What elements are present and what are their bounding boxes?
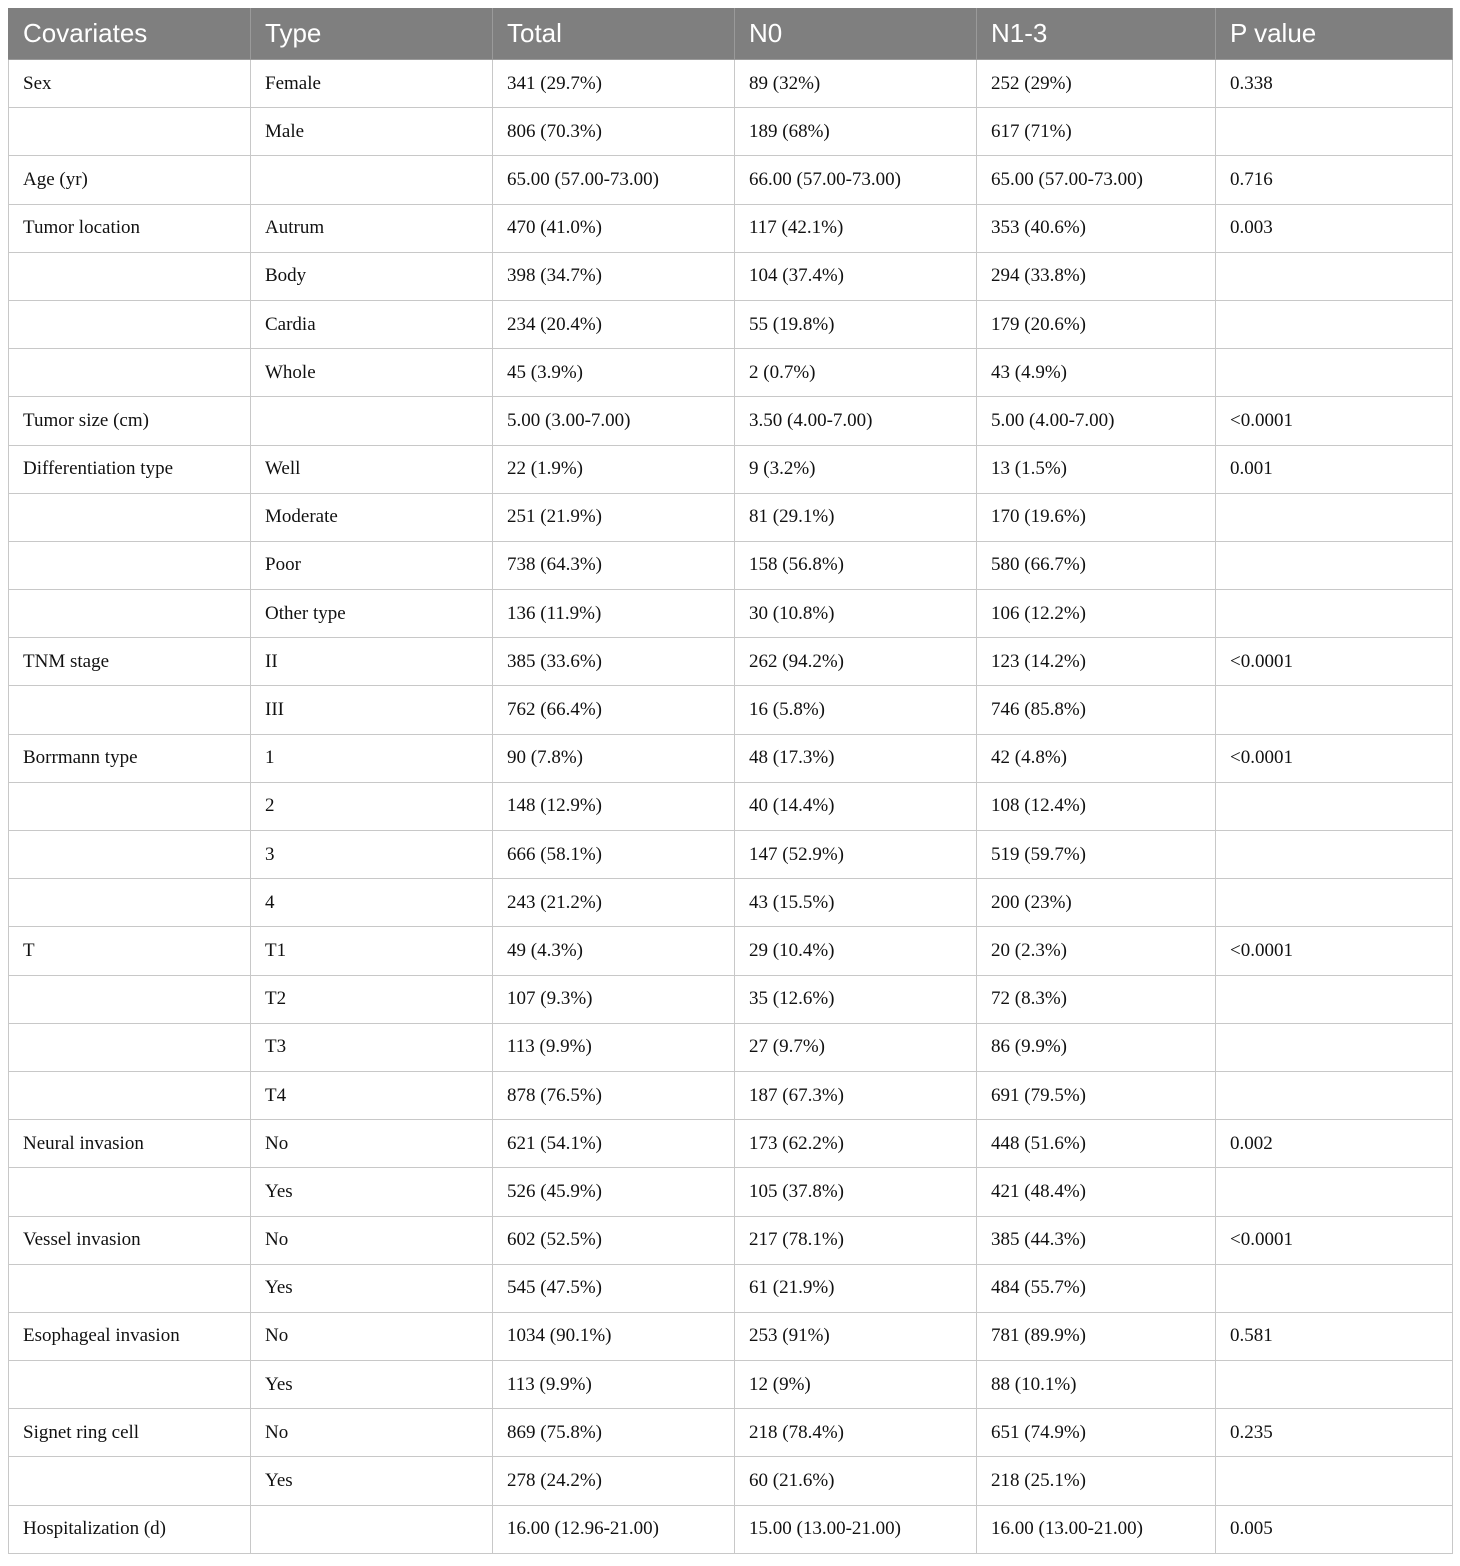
n1-3-cell: 13 (1.5%) (977, 445, 1216, 493)
type-cell: 4 (251, 879, 493, 927)
n0-cell: 262 (94.2%) (735, 638, 977, 686)
n1-3-cell: 42 (4.8%) (977, 734, 1216, 782)
p-value-cell (1216, 686, 1453, 734)
total-cell: 148 (12.9%) (493, 782, 735, 830)
p-value-cell: 0.002 (1216, 1120, 1453, 1168)
n0-cell: 61 (21.9%) (735, 1264, 977, 1312)
n1-3-cell: 88 (10.1%) (977, 1361, 1216, 1409)
covariate-cell (9, 1023, 251, 1071)
total-cell: 234 (20.4%) (493, 300, 735, 348)
n0-cell: 253 (91%) (735, 1312, 977, 1360)
type-cell: Poor (251, 541, 493, 589)
n0-cell: 189 (68%) (735, 108, 977, 156)
n0-cell: 27 (9.7%) (735, 1023, 977, 1071)
type-cell (251, 397, 493, 445)
n1-3-cell: 218 (25.1%) (977, 1457, 1216, 1505)
table-row (9, 300, 1453, 348)
n1-3-cell: 781 (89.9%) (977, 1312, 1216, 1360)
covariate-cell: Neural invasion (9, 1120, 251, 1168)
total-cell: 341 (29.7%) (493, 60, 735, 108)
type-cell: No (251, 1409, 493, 1457)
p-value-cell (1216, 975, 1453, 1023)
p-value-cell: 0.581 (1216, 1312, 1453, 1360)
total-cell: 385 (33.6%) (493, 638, 735, 686)
table-row (9, 1312, 1453, 1360)
n1-3-cell: 86 (9.9%) (977, 1023, 1216, 1071)
p-value-cell (1216, 108, 1453, 156)
covariate-cell: Hospitalization (d) (9, 1505, 251, 1553)
n1-3-cell: 16.00 (13.00-21.00) (977, 1505, 1216, 1553)
p-value-cell (1216, 590, 1453, 638)
type-cell: Female (251, 60, 493, 108)
covariate-cell (9, 300, 251, 348)
n1-3-cell: 43 (4.9%) (977, 349, 1216, 397)
n0-cell: 12 (9%) (735, 1361, 977, 1409)
covariate-cell (9, 590, 251, 638)
p-value-cell (1216, 1168, 1453, 1216)
type-cell: Other type (251, 590, 493, 638)
p-value-cell: 0.005 (1216, 1505, 1453, 1553)
total-cell: 65.00 (57.00-73.00) (493, 156, 735, 204)
n1-3-cell: 200 (23%) (977, 879, 1216, 927)
p-value-cell: <0.0001 (1216, 397, 1453, 445)
type-cell: No (251, 1312, 493, 1360)
n1-3-cell: 617 (71%) (977, 108, 1216, 156)
total-cell: 602 (52.5%) (493, 1216, 735, 1264)
p-value-cell (1216, 831, 1453, 879)
covariate-cell: Signet ring cell (9, 1409, 251, 1457)
covariate-cell (9, 349, 251, 397)
n0-cell: 35 (12.6%) (735, 975, 977, 1023)
type-cell: 2 (251, 782, 493, 830)
type-cell (251, 156, 493, 204)
p-value-cell: <0.0001 (1216, 927, 1453, 975)
covariate-cell (9, 493, 251, 541)
type-cell: No (251, 1120, 493, 1168)
n1-3-cell: 421 (48.4%) (977, 1168, 1216, 1216)
covariate-cell (9, 1264, 251, 1312)
covariate-cell: T (9, 927, 251, 975)
covariates-table (8, 8, 1453, 1554)
n1-3-cell: 65.00 (57.00-73.00) (977, 156, 1216, 204)
table-row (9, 1071, 1453, 1119)
header-p-value: P value (1216, 8, 1453, 60)
type-cell: Body (251, 252, 493, 300)
n1-3-cell: 294 (33.8%) (977, 252, 1216, 300)
type-cell: Moderate (251, 493, 493, 541)
n0-cell: 187 (67.3%) (735, 1071, 977, 1119)
n0-cell: 43 (15.5%) (735, 879, 977, 927)
p-value-cell (1216, 1457, 1453, 1505)
total-cell: 621 (54.1%) (493, 1120, 735, 1168)
header-n0: N0 (735, 8, 977, 60)
table-container (8, 8, 1452, 1554)
n1-3-cell: 746 (85.8%) (977, 686, 1216, 734)
covariate-cell (9, 1071, 251, 1119)
p-value-cell: 0.003 (1216, 204, 1453, 252)
n1-3-cell: 108 (12.4%) (977, 782, 1216, 830)
table-row (9, 1409, 1453, 1457)
covariate-cell (9, 1457, 251, 1505)
p-value-cell (1216, 1071, 1453, 1119)
covariate-cell (9, 831, 251, 879)
total-cell: 470 (41.0%) (493, 204, 735, 252)
n1-3-cell: 385 (44.3%) (977, 1216, 1216, 1264)
covariate-cell (9, 108, 251, 156)
table-row (9, 108, 1453, 156)
n0-cell: 217 (78.1%) (735, 1216, 977, 1264)
type-cell: III (251, 686, 493, 734)
total-cell: 762 (66.4%) (493, 686, 735, 734)
table-row (9, 445, 1453, 493)
table-header (9, 8, 1453, 60)
total-cell: 113 (9.9%) (493, 1361, 735, 1409)
n1-3-cell: 5.00 (4.00-7.00) (977, 397, 1216, 445)
n0-cell: 16 (5.8%) (735, 686, 977, 734)
n0-cell: 66.00 (57.00-73.00) (735, 156, 977, 204)
n0-cell: 9 (3.2%) (735, 445, 977, 493)
n1-3-cell: 448 (51.6%) (977, 1120, 1216, 1168)
covariate-cell (9, 541, 251, 589)
p-value-cell: 0.235 (1216, 1409, 1453, 1457)
n1-3-cell: 484 (55.7%) (977, 1264, 1216, 1312)
type-cell: Yes (251, 1264, 493, 1312)
table-row (9, 734, 1453, 782)
total-cell: 738 (64.3%) (493, 541, 735, 589)
total-cell: 666 (58.1%) (493, 831, 735, 879)
table-row (9, 686, 1453, 734)
n1-3-cell: 170 (19.6%) (977, 493, 1216, 541)
n1-3-cell: 72 (8.3%) (977, 975, 1216, 1023)
n0-cell: 60 (21.6%) (735, 1457, 977, 1505)
total-cell: 869 (75.8%) (493, 1409, 735, 1457)
n0-cell: 104 (37.4%) (735, 252, 977, 300)
p-value-cell (1216, 782, 1453, 830)
n1-3-cell: 580 (66.7%) (977, 541, 1216, 589)
p-value-cell (1216, 879, 1453, 927)
table-row (9, 1264, 1453, 1312)
table-row (9, 60, 1453, 108)
n1-3-cell: 252 (29%) (977, 60, 1216, 108)
header-total: Total (493, 8, 735, 60)
n0-cell: 2 (0.7%) (735, 349, 977, 397)
table-row (9, 1120, 1453, 1168)
p-value-cell (1216, 1023, 1453, 1071)
n1-3-cell: 651 (74.9%) (977, 1409, 1216, 1457)
p-value-cell (1216, 1361, 1453, 1409)
n1-3-cell: 179 (20.6%) (977, 300, 1216, 348)
table-row (9, 397, 1453, 445)
header-covariates: Covariates (9, 8, 251, 60)
total-cell: 806 (70.3%) (493, 108, 735, 156)
covariate-cell: Differentiation type (9, 445, 251, 493)
covariate-cell (9, 1361, 251, 1409)
p-value-cell (1216, 493, 1453, 541)
table-row (9, 590, 1453, 638)
total-cell: 113 (9.9%) (493, 1023, 735, 1071)
p-value-cell (1216, 1264, 1453, 1312)
covariate-cell (9, 782, 251, 830)
table-row (9, 156, 1453, 204)
n1-3-cell: 106 (12.2%) (977, 590, 1216, 638)
table-row (9, 1023, 1453, 1071)
n0-cell: 30 (10.8%) (735, 590, 977, 638)
table-row (9, 1168, 1453, 1216)
covariate-cell (9, 975, 251, 1023)
table-row (9, 975, 1453, 1023)
covariate-cell: Vessel invasion (9, 1216, 251, 1264)
total-cell: 243 (21.2%) (493, 879, 735, 927)
table-row (9, 782, 1453, 830)
table-row (9, 1361, 1453, 1409)
table-row (9, 493, 1453, 541)
type-cell: 1 (251, 734, 493, 782)
p-value-cell: <0.0001 (1216, 734, 1453, 782)
covariate-cell: Tumor size (cm) (9, 397, 251, 445)
type-cell: 3 (251, 831, 493, 879)
n0-cell: 29 (10.4%) (735, 927, 977, 975)
total-cell: 278 (24.2%) (493, 1457, 735, 1505)
p-value-cell: <0.0001 (1216, 1216, 1453, 1264)
n1-3-cell: 123 (14.2%) (977, 638, 1216, 686)
n0-cell: 55 (19.8%) (735, 300, 977, 348)
n0-cell: 40 (14.4%) (735, 782, 977, 830)
p-value-cell (1216, 252, 1453, 300)
p-value-cell: 0.716 (1216, 156, 1453, 204)
n0-cell: 147 (52.9%) (735, 831, 977, 879)
total-cell: 136 (11.9%) (493, 590, 735, 638)
covariate-cell: Sex (9, 60, 251, 108)
p-value-cell: 0.001 (1216, 445, 1453, 493)
n0-cell: 158 (56.8%) (735, 541, 977, 589)
covariate-cell (9, 252, 251, 300)
type-cell: Yes (251, 1361, 493, 1409)
type-cell (251, 1505, 493, 1553)
total-cell: 398 (34.7%) (493, 252, 735, 300)
n1-3-cell: 519 (59.7%) (977, 831, 1216, 879)
type-cell: T4 (251, 1071, 493, 1119)
table-row (9, 1216, 1453, 1264)
table-row (9, 879, 1453, 927)
total-cell: 545 (47.5%) (493, 1264, 735, 1312)
total-cell: 107 (9.3%) (493, 975, 735, 1023)
type-cell: T3 (251, 1023, 493, 1071)
type-cell: Well (251, 445, 493, 493)
n0-cell: 3.50 (4.00-7.00) (735, 397, 977, 445)
p-value-cell: <0.0001 (1216, 638, 1453, 686)
table-row (9, 204, 1453, 252)
covariate-cell: TNM stage (9, 638, 251, 686)
table-row (9, 1505, 1453, 1553)
covariate-cell: Tumor location (9, 204, 251, 252)
n0-cell: 81 (29.1%) (735, 493, 977, 541)
total-cell: 878 (76.5%) (493, 1071, 735, 1119)
n0-cell: 15.00 (13.00-21.00) (735, 1505, 977, 1553)
p-value-cell (1216, 349, 1453, 397)
table-row (9, 638, 1453, 686)
total-cell: 1034 (90.1%) (493, 1312, 735, 1360)
type-cell: T2 (251, 975, 493, 1023)
total-cell: 526 (45.9%) (493, 1168, 735, 1216)
header-row (9, 8, 1453, 60)
covariate-cell (9, 1168, 251, 1216)
table-row (9, 349, 1453, 397)
total-cell: 251 (21.9%) (493, 493, 735, 541)
total-cell: 5.00 (3.00-7.00) (493, 397, 735, 445)
covariate-cell: Esophageal invasion (9, 1312, 251, 1360)
covariate-cell (9, 879, 251, 927)
covariate-cell: Borrmann type (9, 734, 251, 782)
header-type: Type (251, 8, 493, 60)
table-body (9, 60, 1453, 1554)
p-value-cell (1216, 541, 1453, 589)
table-row (9, 927, 1453, 975)
type-cell: Autrum (251, 204, 493, 252)
p-value-cell (1216, 300, 1453, 348)
type-cell: No (251, 1216, 493, 1264)
header-n1-3: N1-3 (977, 8, 1216, 60)
type-cell: T1 (251, 927, 493, 975)
type-cell: Whole (251, 349, 493, 397)
total-cell: 16.00 (12.96-21.00) (493, 1505, 735, 1553)
p-value-cell: 0.338 (1216, 60, 1453, 108)
type-cell: Male (251, 108, 493, 156)
n0-cell: 173 (62.2%) (735, 1120, 977, 1168)
table-row (9, 541, 1453, 589)
n0-cell: 48 (17.3%) (735, 734, 977, 782)
total-cell: 49 (4.3%) (493, 927, 735, 975)
table-row (9, 831, 1453, 879)
n0-cell: 117 (42.1%) (735, 204, 977, 252)
covariate-cell: Age (yr) (9, 156, 251, 204)
table-row (9, 252, 1453, 300)
type-cell: Yes (251, 1457, 493, 1505)
table-row (9, 1457, 1453, 1505)
covariate-cell (9, 686, 251, 734)
n1-3-cell: 353 (40.6%) (977, 204, 1216, 252)
total-cell: 22 (1.9%) (493, 445, 735, 493)
type-cell: Cardia (251, 300, 493, 348)
n0-cell: 105 (37.8%) (735, 1168, 977, 1216)
type-cell: Yes (251, 1168, 493, 1216)
n1-3-cell: 691 (79.5%) (977, 1071, 1216, 1119)
total-cell: 45 (3.9%) (493, 349, 735, 397)
n0-cell: 218 (78.4%) (735, 1409, 977, 1457)
total-cell: 90 (7.8%) (493, 734, 735, 782)
n0-cell: 89 (32%) (735, 60, 977, 108)
n1-3-cell: 20 (2.3%) (977, 927, 1216, 975)
type-cell: II (251, 638, 493, 686)
